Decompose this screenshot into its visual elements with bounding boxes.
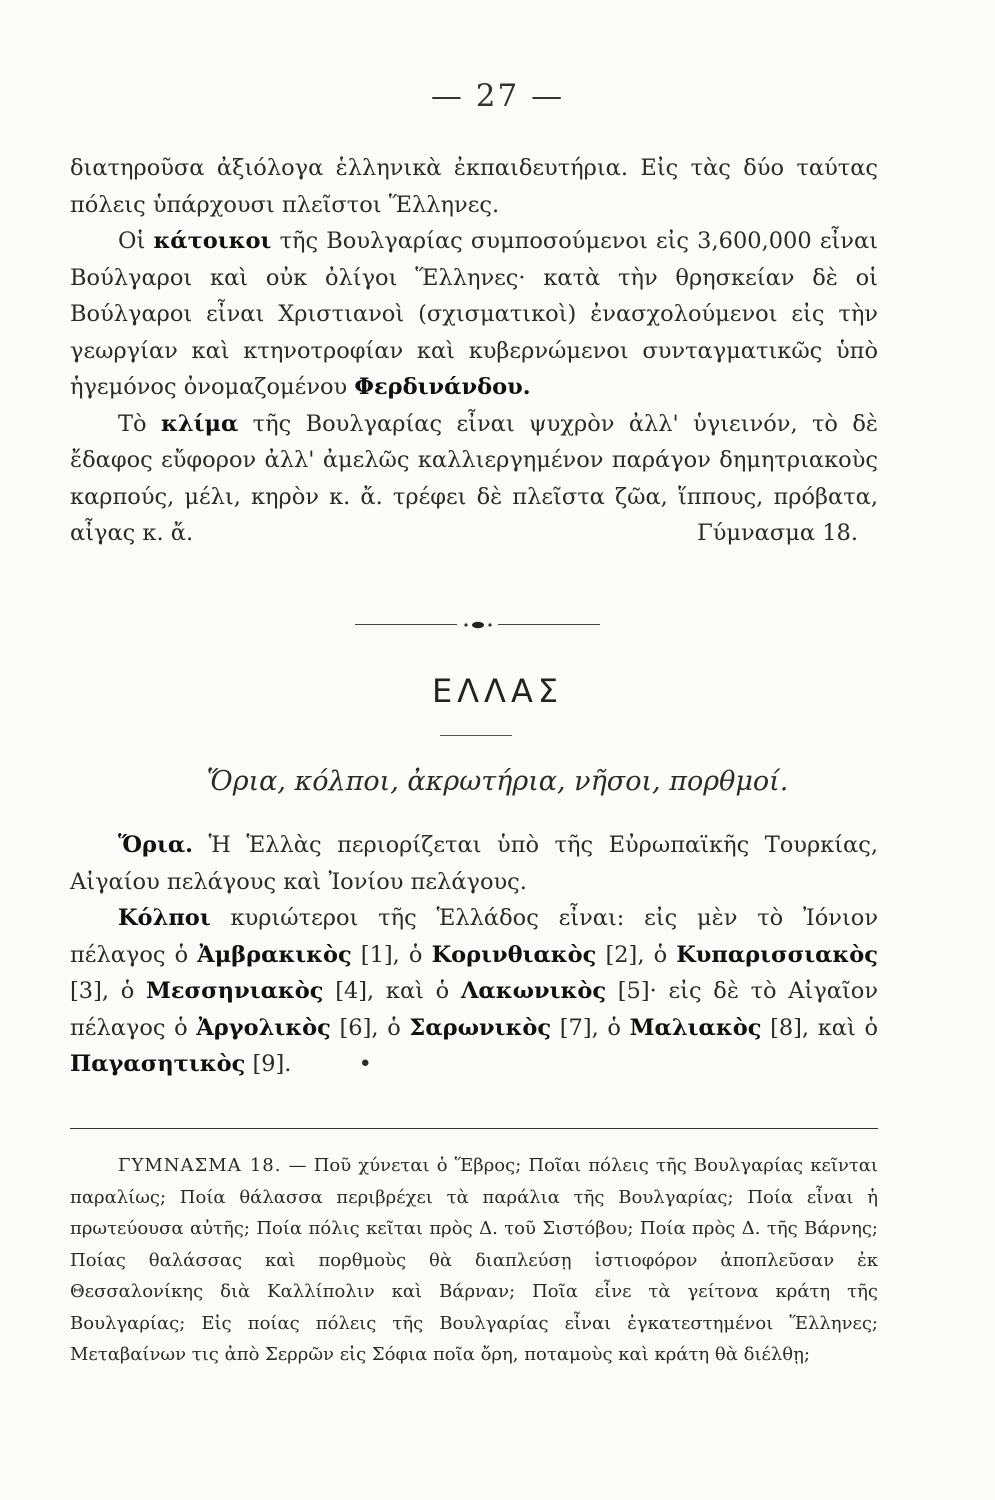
section-subtitle: Ὅρια, κόλποι, ἀκρωτήρια, νῆσοι, πορθμοί. (206, 766, 789, 797)
paragraph-gulfs (70, 900, 878, 1083)
gulf-name: Μεσσηνιακὸς (145, 978, 324, 1004)
greece-text-block (70, 827, 878, 1083)
page-number: — 27 — (430, 78, 565, 114)
text-run: [6], ὁ (339, 1014, 401, 1041)
divider-line (498, 624, 600, 625)
keyword-borders: Ὅρια. (118, 832, 193, 858)
gulf-name: Κορινθιακὸς (431, 941, 597, 968)
paragraph-text: Ἡ Ἑλλὰς περιορίζεται ὑπὸ τῆς Εὐρωπαϊκῆς Τουρκίας, Αἰγαίου πελάγους καὶ Ἰονίου πελάγους. (70, 832, 879, 895)
gulf-name: Ἀργολικὸς (196, 1014, 331, 1041)
gulf-name: Λακωνικὸς (460, 978, 607, 1004)
paragraph-inhabitants (70, 223, 878, 406)
paragraph-text: τῆς Βουλγαρίας συμποσούμενοι εἰς 3,600,000 εἶναι Βούλγαροι καὶ οὐκ ὀλίγοι Ἕλληνες· κατὰ τὴν θρησκείαν δὲ οἱ Βούλγαροι εἶναι Χριστιανοὶ (σχισματικοὶ) ἐνασχολούμενοι εἰς τὴν γεωργίαν καὶ κτηνοτροφίαν καὶ κυβερνώμενοι συνταγματικῶς ὑπὸ ἡγεμόνος ὀνομαζομένου (70, 228, 879, 400)
exercise-footnote (70, 1150, 878, 1371)
text-lead: Τὸ (118, 410, 147, 437)
paragraph-borders (70, 827, 878, 900)
keyword-climate: κλίμα (160, 410, 239, 437)
paragraph-text: τῆς Βουλγαρίας εἶναι ψυχρὸν ἀλλ' ὑγιεινόν, τὸ δὲ ἔδαφος εὔφορον ἀλλ' ἀμελῶς καλλιεργημένον παράγον δημητριακοὺς καρπούς, μέλι, κηρὸν κ. ἄ. τρέφει δὲ πλεῖστα ζῶα, ἵππους, πρόβατα, αἶγας κ. ἄ. (70, 410, 878, 546)
gulf-name: Ἀμβρακικὸς (197, 941, 352, 968)
bullet-mark: • (358, 1051, 372, 1077)
gulf-name: Σαρωνικὸς (409, 1014, 552, 1041)
text-run: [9]. (252, 1051, 292, 1077)
footnote-text: — Ποῦ χύνεται ὁ Ἕβρος; Ποῖαι πόλεις τῆς Βουλγαρίας κεῖνται παραλίως; Ποία θάλασσα περιβρέχει τὰ παράλια τῆς Βουλγαρίας; Ποία εἶναι ἡ πρωτεύουσα αὐτῆς; Ποία πόλις κεῖται πρὸς Δ. τοῦ Σιστόβου; Ποία πρὸς Δ. τῆς Βάρνης; Ποίας θαλάσσας καὶ πορθμοὺς θὰ διαπλεύσῃ ἱστιοφόρον ἀποπλεῦσαν ἐκ Θεσσαλονίκης διὰ Καλλίπολιν καὶ Βάρναν; Ποῖα εἶνε τὰ γείτονα κράτη τῆς Βουλγαρίας; Εἰς ποίας πόλεις τῆς Βουλγαρίας εἶναι ἐγκατεστημένοι Ἕλληνες; Μεταβαίνων τις ἀπὸ Σερρῶν εἰς Σόφια ποῖα ὄρη, ποταμοὺς καὶ κράτη θὰ διέλθῃ; (70, 1155, 878, 1365)
text-run: [3], ὁ (70, 978, 135, 1004)
text-line: διατηροῦσα ἀξιόλογα ἑλληνικὰ ἐκπαιδευτήρια. Εἰς τὰς δύο ταύτας (70, 155, 878, 181)
title-underline (440, 735, 512, 736)
ornament-icon (461, 620, 495, 630)
keyword-ferdinand: Φερδινάνδου. (354, 374, 531, 400)
text-run: [4], καὶ ὁ (335, 978, 450, 1004)
exercise-reference: Γύμνασμα 18. (697, 520, 858, 546)
keyword-inhabitants: κάτοικοι (153, 228, 272, 254)
text-run: [5]· εἰς δὲ τὸ Αἰγαῖον πέλαγος ὁ (70, 978, 879, 1041)
keyword-gulfs: Κόλποι (118, 905, 211, 931)
gulf-name: Παγασητικὸς (70, 1051, 246, 1077)
text-run: [2], ὁ (605, 941, 668, 968)
text-run: κυριώτεροι τῆς Ἑλλάδος εἶναι: εἰς μὲν τὸ Ἰόνιον πέλαγος ὁ (70, 905, 879, 968)
text-run: [1], ὁ (360, 941, 423, 968)
section-title: ΕΛΛΑΣ (431, 672, 564, 710)
gulf-name: Μαλιακὸς (629, 1014, 762, 1041)
footnote-lead: ΓΥΜΝΑΣΜΑ 18. (118, 1155, 282, 1176)
text-line: πόλεις ὑπάρχουσι πλεῖστοι Ἕλληνες. (70, 191, 500, 218)
text-run: [8], καὶ ὁ (770, 1014, 879, 1041)
footnote-paragraph (70, 1150, 878, 1371)
section-divider-ornament (355, 620, 600, 630)
text-run: [7], ὁ (559, 1014, 621, 1041)
bulgaria-text-block (70, 150, 878, 552)
paragraph-climate (70, 406, 878, 552)
divider-line (355, 624, 457, 625)
gulf-name: Κυπαρισσιακὸς (676, 941, 878, 968)
footnote-rule (70, 1128, 878, 1129)
text-lead: Οἱ (118, 228, 146, 254)
paragraph-schools (70, 150, 878, 223)
